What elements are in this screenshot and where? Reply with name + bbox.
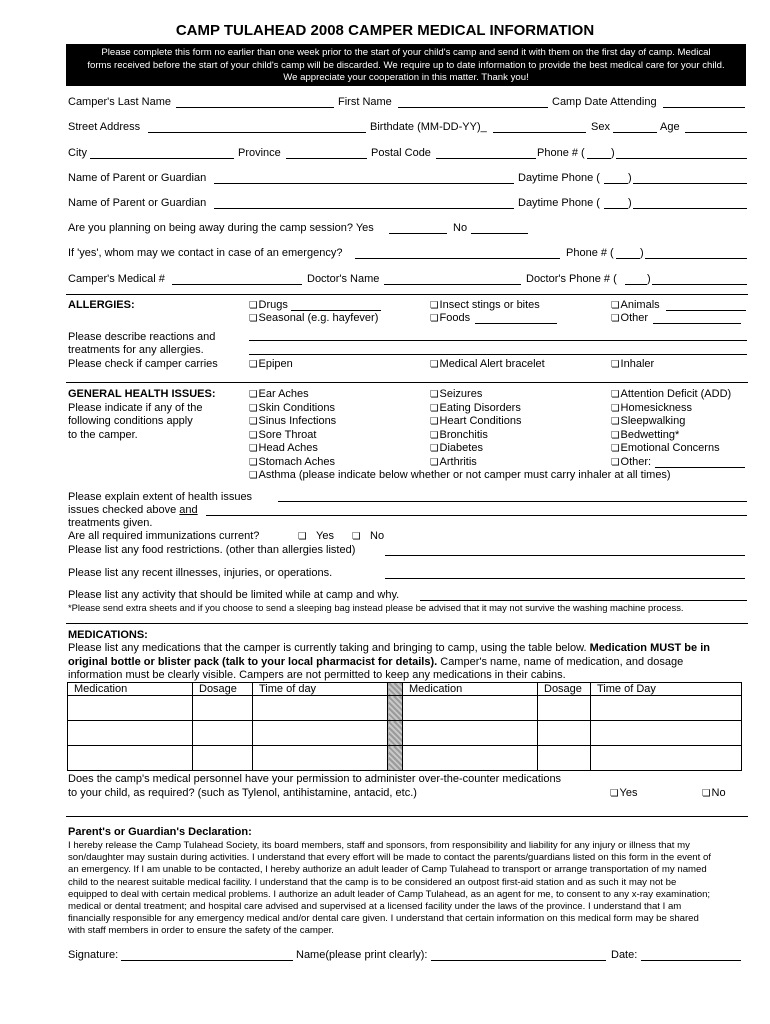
birthdate-field[interactable] (493, 132, 586, 133)
checkbox-health[interactable]: ❏ Seizures (430, 388, 482, 400)
table-cell[interactable] (253, 721, 388, 746)
medical-number-label: Camper's Medical # (68, 273, 165, 285)
parent1-field[interactable] (214, 183, 514, 184)
banner-line: Please complete this form no earlier than one week prior to the start of your child's camp and send it with them on the first day of camp. Medical (101, 47, 711, 58)
checkbox-immunizations-no[interactable] (352, 530, 362, 542)
instructions-banner (66, 44, 746, 86)
sleeping-bag-note: *Please send extra sheets and if you choose to send a sleeping bag instead please be advised that it may not survive the washing machine process. (68, 602, 684, 613)
explain-label: issues checked above and (68, 504, 198, 516)
checkbox-animals[interactable]: ❏ Animals (611, 299, 660, 311)
street-field[interactable] (148, 132, 366, 133)
immunizations-yes-label: Yes (316, 530, 334, 542)
checkbox-insect-stings[interactable]: ❏ Insect stings or bites (430, 299, 540, 311)
emergency-phone-area[interactable] (616, 258, 640, 259)
table-row (68, 721, 742, 746)
otc-question: Does the camp's medical personnel have your permission to administer over-the-counter medications (68, 773, 562, 785)
declaration-line: son/daughter may sustain during activities. I understand that every effort will be made to contact the parents/guardians listed on this form in the event of (68, 852, 711, 864)
city-field[interactable] (90, 158, 234, 159)
health-heading: GENERAL HEALTH ISSUES: (68, 388, 216, 400)
otc-question: to your child, as required? (such as Tylenol, antihistamine, antacid, etc.) (68, 787, 417, 799)
column-header: Dosage (193, 683, 253, 696)
health-intro: Please indicate if any of the (68, 402, 203, 414)
away-no-label: No (453, 222, 468, 234)
checkbox-otc-no[interactable]: ❏ No (702, 787, 726, 799)
emergency-phone-field[interactable] (645, 258, 747, 259)
checkbox-health[interactable]: ❏ Homesickness (611, 402, 692, 414)
table-cell[interactable] (403, 696, 538, 721)
declaration-line: an emergency. If I am unable to be contacted, I hereby authorize an adult leader of Camp Tulahead to transport or arrange transportation of my named (68, 864, 707, 876)
checkbox-seasonal[interactable]: ❏ Seasonal (e.g. hayfever) (249, 312, 378, 324)
last-name-label: Camper's Last Name (68, 96, 171, 108)
medications-heading: MEDICATIONS: (68, 629, 148, 641)
medical-number-field[interactable] (172, 284, 302, 285)
table-cell[interactable] (538, 721, 591, 746)
checkbox-inhaler[interactable]: ❏ Inhaler (611, 358, 654, 370)
phone-paren: ) (611, 147, 615, 159)
table-separator (388, 746, 403, 771)
allergy-describe-text: Please describe reactions and (68, 331, 216, 343)
table-cell[interactable] (591, 721, 742, 746)
age-label: Age (660, 121, 680, 133)
table-cell[interactable] (253, 746, 388, 771)
checkbox-other-allergy[interactable]: ❏ Other (611, 312, 648, 324)
checkbox-health[interactable]: ❏ Emotional Concerns (611, 442, 720, 454)
allergy-describe-text: treatments for any allergies. (68, 344, 204, 356)
camp-date-field[interactable] (663, 107, 745, 108)
date-field[interactable] (641, 960, 741, 961)
drugs-field[interactable] (291, 310, 381, 311)
province-field[interactable] (286, 158, 367, 159)
daytime-phone1-label: Daytime Phone ( (518, 172, 600, 184)
declaration-heading: Parent's or Guardian's Declaration: (68, 826, 252, 838)
column-header: Time of day (253, 683, 388, 696)
food-restrictions-field[interactable] (385, 555, 745, 556)
health-intro: following conditions apply (68, 415, 193, 427)
explain-label: Please explain extent of health issues (68, 491, 253, 503)
parent1-label: Name of Parent or Guardian (68, 172, 207, 184)
declaration-line: child to the nearest suitable medical facility. I understand that the camp is to be considered an outpost first-aid station and as such it may not be (68, 876, 677, 888)
column-header: Dosage (538, 683, 591, 696)
province-label: Province (238, 147, 281, 159)
first-name-field[interactable] (398, 107, 548, 108)
camp-date-label: Camp Date Attending (552, 96, 657, 108)
phone-paren: ) (647, 273, 651, 285)
first-name-label: First Name (338, 96, 392, 108)
column-header: Medication (68, 683, 193, 696)
checkbox-otc-yes[interactable]: ❏ Yes (610, 787, 637, 799)
illness-label: Please list any recent illnesses, injuries, or operations. (68, 567, 333, 579)
phone-area-field[interactable] (587, 158, 611, 159)
explain-field[interactable] (278, 501, 747, 502)
last-name-field[interactable] (176, 107, 334, 108)
animals-field[interactable] (666, 310, 746, 311)
health-intro: to the camper. (68, 429, 138, 441)
doctor-name-field[interactable] (384, 284, 521, 285)
table-cell[interactable] (68, 721, 193, 746)
section-divider (66, 623, 748, 624)
table-cell[interactable] (193, 721, 253, 746)
doctor-name-label: Doctor's Name (307, 273, 380, 285)
column-header: Medication (403, 683, 538, 696)
table-separator (388, 683, 403, 696)
signature-field[interactable] (121, 960, 293, 961)
away-question: Are you planning on being away during the camp session? Yes (68, 222, 374, 234)
checkbox-health[interactable]: ❏ Bronchitis (430, 429, 488, 441)
away-no-field[interactable] (471, 233, 528, 234)
table-cell[interactable] (68, 696, 193, 721)
street-label: Street Address (68, 121, 141, 133)
age-field[interactable] (685, 132, 747, 133)
table-cell[interactable] (591, 746, 742, 771)
form-title: CAMP TULAHEAD 2008 CAMPER MEDICAL INFORMATION (175, 22, 595, 39)
banner-line: We appreciate your cooperation in this matter. Thank you! (283, 72, 529, 83)
checkbox-health[interactable]: ❏ Heart Conditions (430, 415, 521, 427)
emergency-contact-field[interactable] (355, 258, 560, 259)
table-cell[interactable] (538, 696, 591, 721)
declaration-line: equipped to deal with certain medical problems. I authorize an adult leader of Camp Tulahead, as an agent for me, to consent to any x-ray examination; (68, 888, 711, 900)
date-label: Date: (611, 949, 638, 961)
doctor-phone-field[interactable] (652, 284, 747, 285)
checkbox-health[interactable]: ❏ Skin Conditions (249, 402, 335, 414)
declaration-line: I hereby release the Camp Tulahead Society, its board members, staff and sponsors, from responsibility and liability for any injury or illness that my (68, 840, 690, 851)
emergency-phone-label: Phone # ( (566, 247, 614, 259)
daytime-phone2-field[interactable] (633, 208, 747, 209)
section-divider (66, 382, 748, 383)
phone-paren: ) (628, 197, 632, 209)
daytime-phone1-area[interactable] (604, 183, 628, 184)
table-separator (388, 721, 403, 746)
activity-field[interactable] (420, 600, 747, 601)
phone-label: Phone # ( (537, 147, 585, 159)
daytime-phone1-field[interactable] (633, 183, 747, 184)
column-header: Time of Day (591, 683, 742, 696)
checkbox-health[interactable]: ❏ Attention Deficit (ADD) (611, 388, 731, 400)
doctor-phone-area[interactable] (625, 284, 647, 285)
other-allergy-field[interactable] (653, 323, 741, 324)
doctor-phone-label: Doctor's Phone # ( (526, 273, 617, 285)
city-label: City (68, 147, 87, 159)
checkbox-drugs[interactable]: ❏ Drugs (249, 299, 288, 311)
checkbox-health[interactable]: ❏ Eating Disorders (430, 402, 521, 414)
immunizations-question: Are all required immunizations current? (68, 530, 260, 542)
checkbox-epipen[interactable]: ❏ Epipen (249, 358, 293, 370)
table-separator (388, 696, 403, 721)
allergy-reactions-field[interactable] (249, 340, 747, 341)
checkbox-health[interactable]: ❏ Sleepwalking (611, 415, 685, 427)
table-cell[interactable] (403, 721, 538, 746)
checkbox-health[interactable]: ❏ Sinus Infections (249, 415, 336, 427)
banner-line: forms received before the start of your child's camp will be discarded. We require up to date information to provide the best medical care for your child. (87, 59, 725, 71)
daytime-phone2-label: Daytime Phone ( (518, 197, 600, 209)
allergy-describe-text: Please check if camper carries (68, 358, 218, 370)
section-divider (66, 294, 748, 295)
checkbox-health[interactable]: ❏ Head Aches (249, 442, 318, 454)
checkbox-health[interactable]: ❏ Other: (611, 456, 651, 468)
postal-label: Postal Code (371, 147, 431, 159)
phone-paren: ) (628, 172, 632, 184)
checkbox-asthma[interactable]: ❏ Asthma (please indicate below whether or not camper must carry inhaler at all times) (249, 469, 671, 481)
immunizations-no-label: No (370, 530, 385, 542)
declaration-line: financially responsible for any emergency medical and/or dental care given. I understand that certain information on this medical form may be shared (68, 913, 699, 925)
print-name-field[interactable] (431, 960, 606, 961)
birthdate-label: Birthdate (MM-DD-YY)_ (370, 121, 487, 133)
checkbox-health[interactable]: ❏ Arthritis (430, 456, 477, 468)
table-cell[interactable] (591, 696, 742, 721)
food-restrictions-label: Please list any food restrictions. (other than allergies listed) (68, 544, 356, 556)
table-cell[interactable] (253, 696, 388, 721)
checkbox-immunizations-yes[interactable] (298, 530, 308, 542)
table-cell[interactable] (403, 746, 538, 771)
parent2-field[interactable] (214, 208, 514, 209)
declaration-text (68, 840, 748, 938)
activity-label: Please list any activity that should be limited while at camp and why. (68, 589, 400, 601)
checkbox-medical-alert[interactable]: ❏ Medical Alert bracelet (430, 358, 545, 370)
table-cell[interactable] (538, 746, 591, 771)
other-health-field[interactable] (655, 467, 745, 468)
declaration-line: with staff members in order to ensure the safety of the camper. (68, 925, 334, 937)
parent2-label: Name of Parent or Guardian (68, 197, 207, 209)
table-row (68, 746, 742, 771)
checkbox-health[interactable]: ❏ Stomach Aches (249, 456, 335, 468)
section-divider (66, 816, 748, 817)
checkbox-health[interactable]: ❏ Bedwetting* (611, 429, 679, 441)
phone-paren: ) (640, 247, 644, 259)
explain-field[interactable] (206, 515, 747, 516)
table-cell[interactable] (68, 746, 193, 771)
checkbox-health[interactable]: ❏ Ear Aches (249, 388, 309, 400)
print-name-label: Name(please print clearly): (296, 949, 428, 961)
checkbox-health[interactable]: ❏ Diabetes (430, 442, 483, 454)
medications-table (67, 682, 742, 771)
medications-instructions: information must be clearly visible. Campers are not permitted to keep any medications in their cabins. (68, 669, 566, 681)
foods-field[interactable] (475, 323, 557, 324)
allergy-reactions-field[interactable] (249, 354, 747, 355)
table-cell[interactable] (193, 696, 253, 721)
explain-label: treatments given. (68, 517, 153, 529)
emergency-contact-question: If 'yes', whom may we contact in case of an emergency? (68, 247, 343, 259)
table-cell[interactable] (193, 746, 253, 771)
illness-field[interactable] (385, 578, 745, 579)
checkbox-foods[interactable]: ❏ Foods (430, 312, 470, 324)
signature-label: Signature: (68, 949, 119, 961)
daytime-phone2-area[interactable] (604, 208, 628, 209)
sex-label: Sex (591, 121, 610, 133)
sex-field[interactable] (613, 132, 657, 133)
table-row (68, 696, 742, 721)
away-yes-field[interactable] (389, 233, 447, 234)
phone-field[interactable] (616, 158, 747, 159)
postal-field[interactable] (436, 158, 536, 159)
declaration-line: medical or dental treatment; and hospital care advised and supervised at a licensed facility under the laws of the province. I understand that I am (68, 901, 682, 913)
medications-instructions: Please list any medications that the camper is currently taking and bringing to camp, using the table below. Medication MUST be in (68, 642, 710, 654)
allergies-heading: ALLERGIES: (68, 299, 135, 311)
medications-instructions: original bottle or blister pack (talk to your local pharmacist for details). Camper's name, name of medication, and dosage (68, 656, 684, 668)
checkbox-health[interactable]: ❏ Sore Throat (249, 429, 316, 441)
